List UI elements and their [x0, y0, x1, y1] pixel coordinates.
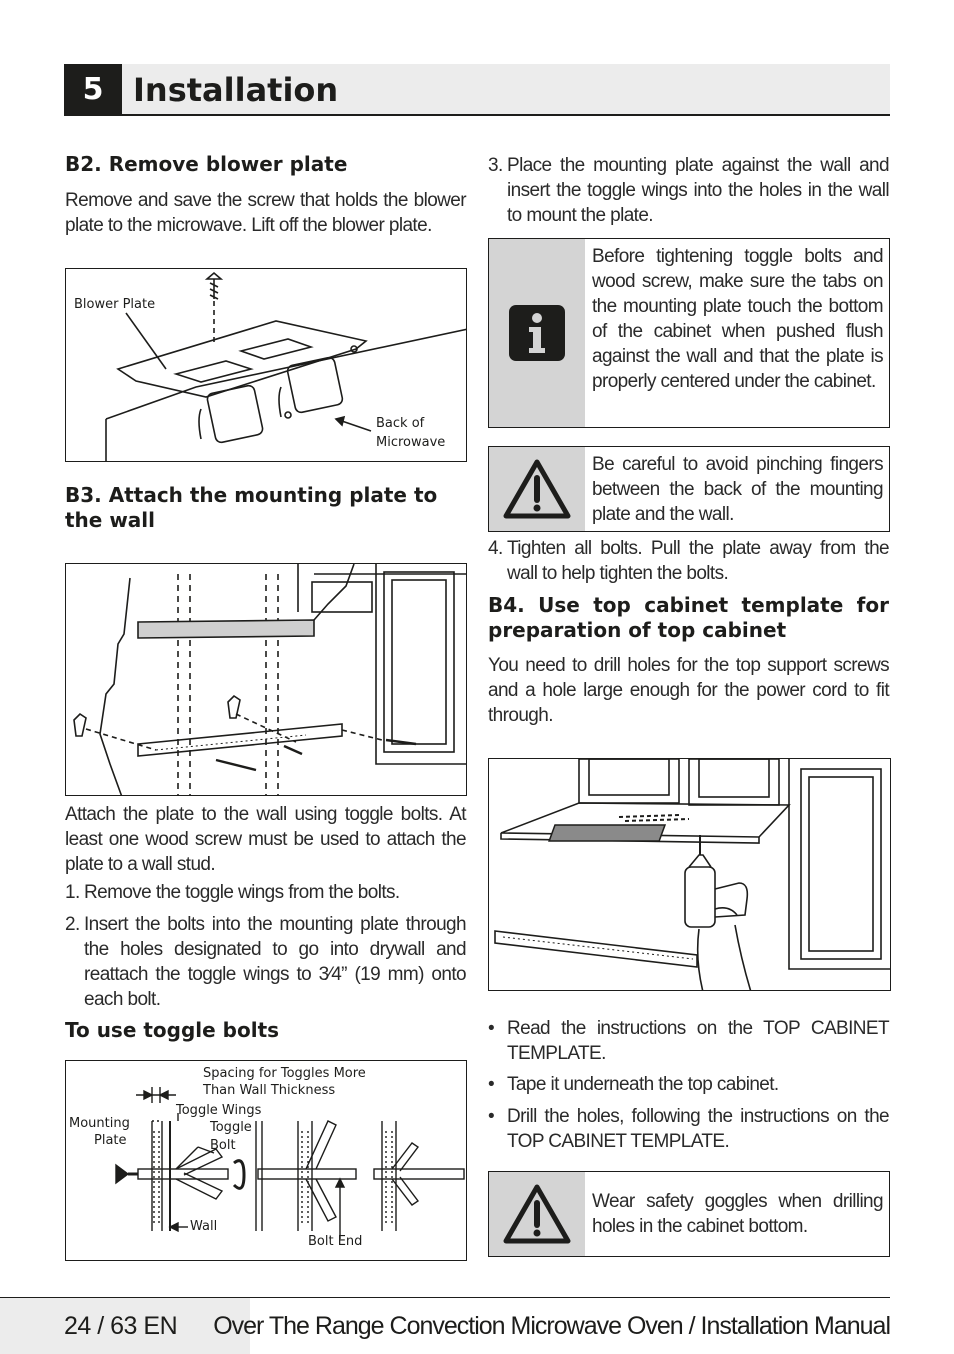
list-item	[488, 1016, 889, 1066]
step-text: Insert the bolts into the mounting plate through the holes designated to go into drywall and reattach the toggle wings to 3⁄4” (19 mm) onto each bolt.	[84, 914, 466, 1010]
b3-heading: B3. Attach the mounting plate to the wall	[65, 483, 438, 532]
list-item	[65, 912, 466, 1012]
step-marker: 4.	[488, 538, 503, 559]
b2-heading: B2. Remove blower plate	[65, 152, 348, 176]
back-of-microwave-label-2: Microwave	[376, 435, 446, 450]
info-icon-panel	[489, 239, 585, 427]
blower-plate-figure	[65, 268, 467, 462]
mounting-plate-figure	[65, 563, 467, 796]
drilling-cabinet-illustration	[489, 759, 891, 991]
b2-text: Remove and save the screw that holds the blower plate to the microwave. Lift off the blower plate.	[65, 190, 466, 236]
warning-note-pinch-text: Be careful to avoid pinching fingers between the back of the mounting plate and the wall.	[592, 454, 883, 525]
toggle-bolt-label-1: Toggle	[210, 1120, 252, 1135]
step-marker: 1.	[65, 882, 80, 903]
b3-steps	[65, 880, 466, 1012]
bolt-end-label: Bolt End	[308, 1234, 363, 1249]
warning-note-goggles-text: Wear safety goggles when drilling holes in the cabinet bottom.	[592, 1191, 883, 1237]
list-item	[488, 153, 889, 228]
warning-note-pinch	[488, 446, 890, 532]
bullet-marker: •	[488, 1074, 495, 1095]
mounting-plate-illustration	[66, 564, 467, 796]
spacing-label-1: Spacing for Toggles More	[203, 1066, 366, 1081]
list-item	[488, 536, 889, 586]
step-text: Place the mounting plate against the wall and insert the toggle wings into the holes in the wall to mount the plate.	[507, 155, 889, 226]
info-note	[488, 238, 890, 428]
bullet-text: Tape it underneath the top cabinet.	[507, 1074, 779, 1095]
step-text: Tighten all bolts. Pull the plate away from the wall to help tighten the bolts.	[507, 538, 889, 584]
toggle-bolts-figure	[65, 1060, 467, 1261]
step-3	[488, 153, 889, 228]
bullet-text: Drill the holes, following the instructions on the TOP CABINET TEMPLATE.	[507, 1106, 889, 1152]
mounting-plate-label-2: Plate	[94, 1133, 127, 1148]
wall-label: Wall	[190, 1219, 218, 1234]
toggle-wings-label: Toggle Wings	[176, 1103, 262, 1118]
list-item	[488, 1104, 889, 1154]
step-marker: 2.	[65, 914, 80, 935]
warning-icon-panel	[489, 447, 585, 531]
warning-note-goggles	[488, 1171, 890, 1257]
step-text: Remove the toggle wings from the bolts.	[84, 882, 400, 903]
list-item	[65, 880, 466, 905]
toggle-bolts-heading: To use toggle bolts	[65, 1018, 280, 1042]
b4-text: You need to drill holes for the top support screws and a hole large enough for the power cord to fit through.	[488, 655, 889, 726]
bullet-text: Read the instructions on the TOP CABINET TEMPLATE.	[507, 1018, 889, 1064]
bullet-marker: •	[488, 1018, 495, 1039]
mounting-plate-label-1: Mounting	[69, 1116, 130, 1131]
spacing-label-2: Than Wall Thickness	[203, 1083, 336, 1098]
back-of-microwave-label-1: Back of	[376, 416, 425, 431]
step-4	[488, 536, 889, 586]
warning-icon	[502, 458, 572, 520]
bullet-marker: •	[488, 1106, 495, 1127]
step-marker: 3.	[488, 155, 503, 176]
b4-bullets	[488, 1016, 889, 1154]
b4-heading: B4. Use top cabinet template for preparation of top cabinet	[488, 593, 889, 642]
section-number: 5	[64, 64, 122, 116]
section-title: Installation	[133, 71, 339, 109]
drilling-cabinet-figure	[488, 758, 891, 991]
toggle-bolt-label-2: Bolt	[210, 1138, 236, 1153]
info-icon	[508, 304, 566, 362]
warning-icon-panel	[489, 1172, 585, 1256]
warning-icon	[502, 1183, 572, 1245]
info-note-text: Before tightening toggle bolts and wood screw, make sure the tabs on the mounting plate touch the bottom of the cabinet when pushed flush against the wall and that the plate is properly centered under the cabinet.	[592, 246, 883, 392]
b3-text: Attach the plate to the wall using toggle bolts. At least one wood screw must be used to attach the plate to a wall stud.	[65, 804, 466, 875]
list-item	[488, 1072, 889, 1097]
footer-document-title: Over The Range Convection Microwave Oven / Installation Manual	[213, 1312, 890, 1340]
page-number: 24 / 63 EN	[64, 1312, 178, 1340]
blower-plate-label: Blower Plate	[74, 297, 156, 312]
